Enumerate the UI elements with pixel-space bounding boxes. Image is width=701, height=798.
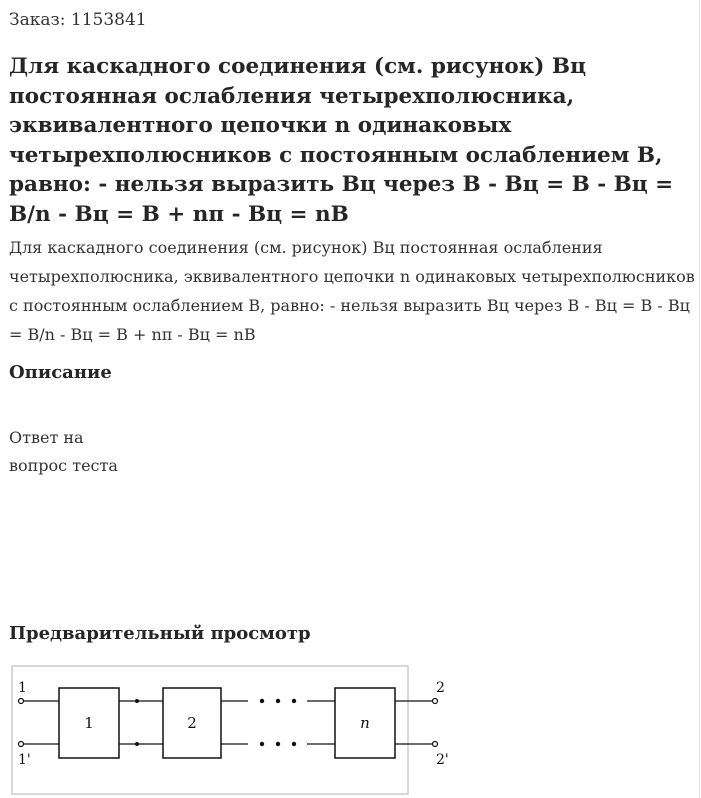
description-line: Ответ на — [9, 428, 84, 447]
order-number: Заказ: 1153841 — [9, 10, 147, 30]
port-label-1: 1 — [18, 680, 27, 696]
block-2-label: 2 — [187, 714, 197, 732]
description-text — [9, 424, 209, 480]
port-label-2-prime: 2' — [436, 752, 449, 768]
block-1-label: 1 — [84, 714, 94, 732]
question-text: Для каскадного соединения (см. рисунок) Вц постоянная ослабления четырехполюсника, эквивалентного цепочки n одинаковых четырехполюсников с постоянным ослаблением В, равно: - нельзя выразить Вц через В - Вц = В - Вц = В/n - Вц = В + nπ - Вц = nВ — [9, 238, 695, 344]
cascade-circuit-diagram — [10, 664, 450, 798]
block-n-label: n — [360, 714, 370, 732]
page-title: Для каскадного соединения (см. рисунок) Вц постоянная ослабления четырехполюсника, эквивалентного цепочки n одинаковых четырехполюсников с постоянным ослаблением В, равно: - нельзя выразить Вц через В - Вц = В - Вц = В/n - Вц = В + nπ - Вц = nВ — [9, 54, 674, 227]
description-heading: Описание — [9, 362, 112, 383]
preview-heading: Предварительный просмотр — [9, 623, 311, 644]
port-label-1-prime: 1' — [18, 752, 31, 768]
port-label-2: 2 — [436, 680, 445, 696]
description-line: вопрос теста — [9, 456, 118, 475]
